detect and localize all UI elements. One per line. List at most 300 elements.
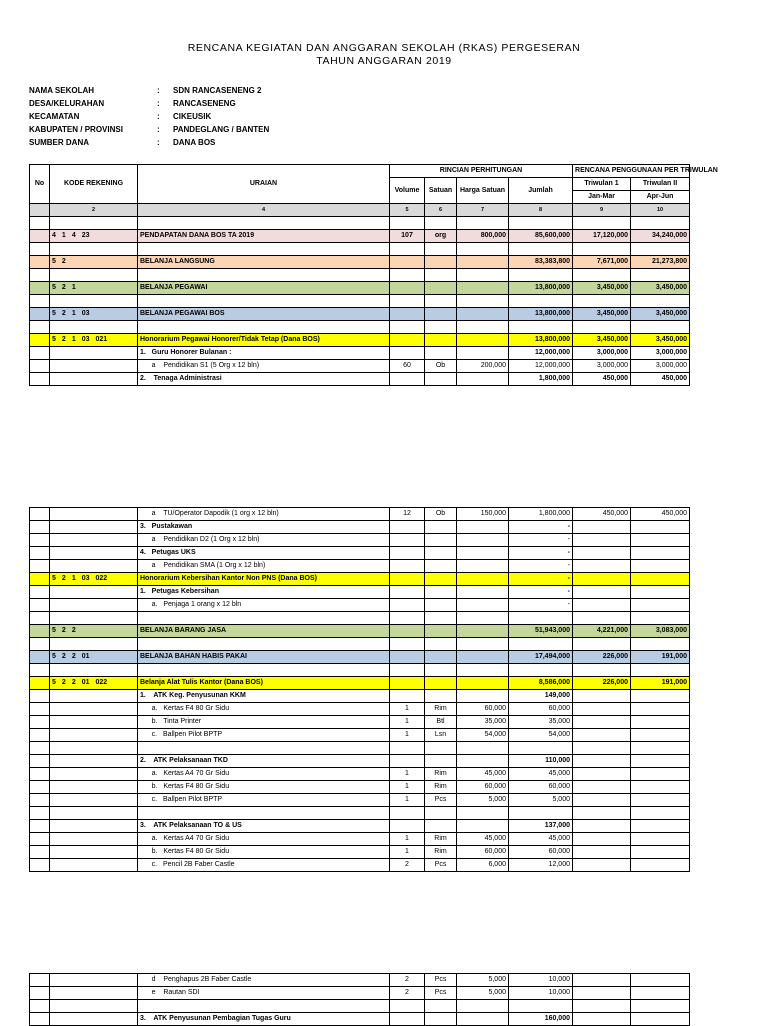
sat-cell	[425, 534, 457, 547]
sat-cell	[425, 586, 457, 599]
jumlah-cell: 137,000	[509, 820, 573, 833]
table-row	[30, 807, 690, 820]
jumlah-cell: -	[509, 560, 573, 573]
harga-cell	[457, 534, 509, 547]
kode-rekening-cell	[50, 768, 138, 781]
uraian-cell: 4. Petugas UKS	[138, 547, 390, 560]
uraian-cell: 3. Pustakawan	[138, 521, 390, 534]
no-cell	[30, 781, 50, 794]
vol-cell	[390, 521, 425, 534]
harga-cell: 5,000	[457, 974, 509, 987]
tw2-cell: 3,450,000	[631, 282, 690, 295]
tw2-cell	[631, 974, 690, 987]
harga-cell: 800,000	[457, 230, 509, 243]
info-nama-sekolah: NAMA SEKOLAH : SDN RANCASENENG 2	[29, 86, 262, 95]
table-row	[30, 833, 690, 846]
header-rincian: RINCIAN PERHITUNGAN	[390, 165, 573, 178]
tw2-cell	[631, 534, 690, 547]
table-row	[30, 664, 690, 677]
harga-cell	[457, 573, 509, 586]
uraian-cell: BELANJA LANGSUNG	[138, 256, 390, 269]
info-kabupaten: KABUPATEN / PROVINSI : PANDEGLANG / BANTEN	[29, 125, 270, 134]
no-cell	[30, 716, 50, 729]
column-number-row: 2 4 5 6 7 8 9 10	[30, 204, 690, 217]
table-row	[30, 625, 690, 638]
kode-segment: 022	[95, 575, 108, 582]
tw2-cell	[631, 638, 690, 651]
kode-rekening-cell	[50, 859, 138, 872]
tw1-cell: 226,000	[573, 677, 631, 690]
tw2-cell	[631, 716, 690, 729]
table-row	[30, 521, 690, 534]
kode-rekening-cell	[50, 612, 138, 625]
vol-cell: 1	[390, 846, 425, 859]
tw1-cell: 7,671,000	[573, 256, 631, 269]
kode-segment: 2	[71, 627, 76, 634]
tw2-cell	[631, 833, 690, 846]
tw2-cell	[631, 742, 690, 755]
harga-cell	[457, 334, 509, 347]
kode-rekening-cell	[50, 833, 138, 846]
table-row	[30, 987, 690, 1000]
tw2-cell	[631, 1013, 690, 1026]
no-cell	[30, 347, 50, 360]
sat-cell: Ob	[425, 360, 457, 373]
vol-cell	[390, 677, 425, 690]
tw2-cell	[631, 859, 690, 872]
uraian-cell: c. Ballpen Pilot BPTP	[138, 729, 390, 742]
tw2-cell: 34,240,000	[631, 230, 690, 243]
uraian-cell: a Pendidikan S1 (5 Org x 12 bln)	[138, 360, 390, 373]
jumlah-cell: -	[509, 521, 573, 534]
vol-cell: 1	[390, 833, 425, 846]
uraian-cell: c. Pencil 2B Faber Castle	[138, 859, 390, 872]
sat-cell	[425, 1013, 457, 1026]
kode-rekening-cell	[50, 256, 138, 269]
harga-cell	[457, 638, 509, 651]
sat-cell: Rim	[425, 768, 457, 781]
vol-cell	[390, 282, 425, 295]
jumlah-cell: 160,000	[509, 1013, 573, 1026]
harga-cell	[457, 742, 509, 755]
tw2-cell	[631, 547, 690, 560]
jumlah-cell: 13,800,000	[509, 282, 573, 295]
harga-cell	[457, 373, 509, 386]
tw1-cell	[573, 521, 631, 534]
jumlah-cell: 10,000	[509, 974, 573, 987]
kode-segment: 2	[61, 653, 66, 660]
uraian-cell: 3. ATK Pelaksanaan TO & US	[138, 820, 390, 833]
table-row	[30, 690, 690, 703]
tw2-cell	[631, 794, 690, 807]
sat-cell: org	[425, 230, 457, 243]
kode-rekening-cell	[50, 334, 138, 347]
uraian-cell: a Pendidikan D2 (1 Org x 12 bln)	[138, 534, 390, 547]
jumlah-cell: 54,000	[509, 729, 573, 742]
sat-cell: Ob	[425, 508, 457, 521]
tw2-cell	[631, 755, 690, 768]
no-cell	[30, 820, 50, 833]
kode-rekening-cell	[50, 755, 138, 768]
header-rencana: RENCANA PENGGUNAAN PER TRIWULAN	[573, 165, 690, 178]
kode-segment: 021	[95, 336, 108, 343]
sat-cell: Btl	[425, 716, 457, 729]
no-cell	[30, 256, 50, 269]
uraian-cell: a TU/Operator Dapodik (1 org x 12 bln)	[138, 508, 390, 521]
jumlah-cell: 12,000,000	[509, 347, 573, 360]
kode-rekening-cell	[50, 230, 138, 243]
vol-cell	[390, 1000, 425, 1013]
sat-cell	[425, 560, 457, 573]
sat-cell: Rim	[425, 703, 457, 716]
no-cell	[30, 794, 50, 807]
uraian-cell: a Pendidikan SMA (1 Org x 12 bln)	[138, 560, 390, 573]
tw1-cell	[573, 794, 631, 807]
harga-cell	[457, 612, 509, 625]
table-row	[30, 755, 690, 768]
kode-rekening-cell	[50, 547, 138, 560]
harga-cell: 45,000	[457, 768, 509, 781]
kode-segment: 23	[81, 232, 90, 239]
uraian-cell: d Penghapus 2B Faber Castle	[138, 974, 390, 987]
spacer-row	[30, 269, 690, 282]
tw1-cell: 226,000	[573, 651, 631, 664]
table-row	[30, 638, 690, 651]
sat-cell	[425, 677, 457, 690]
vol-cell	[390, 347, 425, 360]
no-cell	[30, 334, 50, 347]
kode-rekening-cell	[50, 781, 138, 794]
table-row	[30, 742, 690, 755]
vol-cell	[390, 638, 425, 651]
kode-rekening-cell	[50, 373, 138, 386]
no-cell	[30, 612, 50, 625]
kode-rekening-cell	[50, 677, 138, 690]
table-row	[30, 820, 690, 833]
jumlah-cell: 45,000	[509, 768, 573, 781]
harga-cell: 5,000	[457, 794, 509, 807]
kode-segment: 022	[95, 679, 108, 686]
no-cell	[30, 547, 50, 560]
tw1-cell	[573, 664, 631, 677]
harga-cell	[457, 282, 509, 295]
table-row	[30, 974, 690, 987]
kode-segment: 4	[52, 232, 56, 239]
jumlah-cell: 10,000	[509, 987, 573, 1000]
vol-cell	[390, 742, 425, 755]
jumlah-cell: 1,800,000	[509, 508, 573, 521]
sat-cell	[425, 256, 457, 269]
kode-segment: 2	[61, 284, 66, 291]
jumlah-cell: -	[509, 573, 573, 586]
jumlah-cell: -	[509, 547, 573, 560]
kode-rekening-cell	[50, 974, 138, 987]
uraian-cell	[138, 807, 390, 820]
kode-rekening-cell	[50, 573, 138, 586]
vol-cell: 12	[390, 508, 425, 521]
sat-cell: Pcs	[425, 859, 457, 872]
uraian-cell: a. Kertas A4 70 Gr Sidu	[138, 768, 390, 781]
uraian-cell	[138, 664, 390, 677]
tw2-cell	[631, 703, 690, 716]
harga-cell	[457, 677, 509, 690]
tw2-cell	[631, 987, 690, 1000]
tw2-cell: 3,000,000	[631, 360, 690, 373]
table-row	[30, 230, 690, 243]
tw1-cell	[573, 820, 631, 833]
harga-cell: 35,000	[457, 716, 509, 729]
no-cell	[30, 755, 50, 768]
tw2-cell	[631, 690, 690, 703]
vol-cell	[390, 755, 425, 768]
tw1-cell	[573, 768, 631, 781]
kode-segment: 01	[81, 679, 90, 686]
tw2-cell: 191,000	[631, 677, 690, 690]
info-kecamatan: KECAMATAN : CIKEUSIK	[29, 112, 212, 121]
jumlah-cell: -	[509, 599, 573, 612]
uraian-cell	[138, 1000, 390, 1013]
table-row	[30, 547, 690, 560]
sat-cell	[425, 334, 457, 347]
jumlah-cell: 60,000	[509, 846, 573, 859]
harga-cell	[457, 521, 509, 534]
tw2-cell: 3,450,000	[631, 308, 690, 321]
table-row	[30, 256, 690, 269]
tw1-cell	[573, 1013, 631, 1026]
tw1-cell: 17,120,000	[573, 230, 631, 243]
table-row	[30, 282, 690, 295]
harga-cell: 6,000	[457, 859, 509, 872]
vol-cell: 1	[390, 703, 425, 716]
uraian-cell: BELANJA BARANG JASA	[138, 625, 390, 638]
vol-cell: 1	[390, 729, 425, 742]
sat-cell	[425, 664, 457, 677]
tw2-cell	[631, 664, 690, 677]
kode-segment: 1	[71, 336, 76, 343]
sat-cell: Rim	[425, 833, 457, 846]
sat-cell: Pcs	[425, 794, 457, 807]
tw1-cell	[573, 534, 631, 547]
tw1-cell	[573, 742, 631, 755]
jumlah-cell: 5,000	[509, 794, 573, 807]
vol-cell	[390, 560, 425, 573]
kode-segment: 03	[81, 336, 90, 343]
tw1-cell: 450,000	[573, 373, 631, 386]
sat-cell	[425, 612, 457, 625]
kode-segment: 2	[71, 653, 76, 660]
sat-cell	[425, 638, 457, 651]
no-cell	[30, 1013, 50, 1026]
vol-cell	[390, 373, 425, 386]
tw1-cell: 3,450,000	[573, 334, 631, 347]
sat-cell: Rim	[425, 846, 457, 859]
table-row	[30, 373, 690, 386]
kode-segment: 5	[52, 310, 56, 317]
sat-cell	[425, 282, 457, 295]
kode-rekening-cell	[50, 664, 138, 677]
table-row	[30, 360, 690, 373]
harga-cell: 200,000	[457, 360, 509, 373]
no-cell	[30, 573, 50, 586]
kode-rekening-cell	[50, 638, 138, 651]
jumlah-cell: 60,000	[509, 703, 573, 716]
no-cell	[30, 807, 50, 820]
kode-rekening-cell	[50, 703, 138, 716]
no-cell	[30, 729, 50, 742]
tw2-cell	[631, 1000, 690, 1013]
kode-segment: 5	[52, 258, 56, 265]
sat-cell: Pcs	[425, 974, 457, 987]
jumlah-cell: -	[509, 534, 573, 547]
harga-cell	[457, 308, 509, 321]
harga-cell: 5,000	[457, 987, 509, 1000]
kode-rekening-cell	[50, 282, 138, 295]
no-cell	[30, 521, 50, 534]
uraian-cell: b. Kertas F4 80 Gr Sidu	[138, 846, 390, 859]
jumlah-cell: -	[509, 586, 573, 599]
uraian-cell	[138, 612, 390, 625]
tw1-cell	[573, 987, 631, 1000]
vol-cell	[390, 573, 425, 586]
uraian-cell: Honorarium Pegawai Honorer/Tidak Tetap (Dana BOS)	[138, 334, 390, 347]
sat-cell	[425, 755, 457, 768]
kode-rekening-cell	[50, 534, 138, 547]
kode-segment: 01	[81, 653, 90, 660]
sat-cell	[425, 1000, 457, 1013]
table-row	[30, 729, 690, 742]
header-tw1: Triwulan 1	[573, 178, 631, 191]
tw1-cell	[573, 729, 631, 742]
uraian-cell: 1. ATK Keg. Penyusunan KKM	[138, 690, 390, 703]
tw1-cell	[573, 690, 631, 703]
table-row	[30, 586, 690, 599]
jumlah-cell	[509, 742, 573, 755]
school-info	[29, 84, 269, 149]
jumlah-cell: 13,800,000	[509, 334, 573, 347]
jumlah-cell: 8,586,000	[509, 677, 573, 690]
kode-rekening-cell	[50, 586, 138, 599]
table-row	[30, 334, 690, 347]
kode-rekening-cell	[50, 625, 138, 638]
kode-segment: 5	[52, 679, 56, 686]
harga-cell	[457, 347, 509, 360]
no-cell	[30, 560, 50, 573]
jumlah-cell	[509, 638, 573, 651]
kode-rekening-cell	[50, 508, 138, 521]
sat-cell	[425, 625, 457, 638]
vol-cell	[390, 547, 425, 560]
uraian-cell: BELANJA PEGAWAI	[138, 282, 390, 295]
uraian-cell: 1. Petugas Kebersihan	[138, 586, 390, 599]
vol-cell: 1	[390, 794, 425, 807]
no-cell	[30, 846, 50, 859]
vol-cell: 2	[390, 987, 425, 1000]
kode-segment: 2	[61, 336, 66, 343]
tw1-cell	[573, 846, 631, 859]
harga-cell: 54,000	[457, 729, 509, 742]
uraian-cell: c. Ballpen Pilot BPTP	[138, 794, 390, 807]
tw2-cell	[631, 612, 690, 625]
vol-cell	[390, 807, 425, 820]
vol-cell	[390, 612, 425, 625]
uraian-cell	[138, 638, 390, 651]
uraian-cell: a. Kertas A4 70 Gr Sidu	[138, 833, 390, 846]
kode-segment: 2	[71, 679, 76, 686]
harga-cell	[457, 599, 509, 612]
tw2-cell	[631, 781, 690, 794]
sat-cell	[425, 820, 457, 833]
kode-segment: 1	[71, 575, 76, 582]
table-row	[30, 612, 690, 625]
tw1-cell	[573, 638, 631, 651]
tw2-cell: 450,000	[631, 373, 690, 386]
vol-cell	[390, 625, 425, 638]
header-tw2-period: Apr-Jun	[631, 191, 690, 204]
uraian-cell	[138, 742, 390, 755]
harga-cell	[457, 256, 509, 269]
uraian-cell: b. Kertas F4 80 Gr Sidu	[138, 781, 390, 794]
sat-cell	[425, 547, 457, 560]
no-cell	[30, 664, 50, 677]
tw2-cell	[631, 560, 690, 573]
rkas-table-part1	[29, 164, 718, 386]
rkas-table-part3	[29, 973, 690, 1026]
sat-cell: Lsn	[425, 729, 457, 742]
kode-rekening-cell	[50, 1000, 138, 1013]
sat-cell	[425, 308, 457, 321]
jumlah-cell: 149,000	[509, 690, 573, 703]
table-row	[30, 347, 690, 360]
uraian-cell: BELANJA BAHAN HABIS PAKAI	[138, 651, 390, 664]
sat-cell	[425, 573, 457, 586]
jumlah-cell	[509, 664, 573, 677]
vol-cell	[390, 599, 425, 612]
no-cell	[30, 308, 50, 321]
tw2-cell: 3,000,000	[631, 347, 690, 360]
tw1-cell: 3,450,000	[573, 308, 631, 321]
tw1-cell	[573, 859, 631, 872]
table-row	[30, 1013, 690, 1026]
rkas-table-part2	[29, 507, 690, 872]
uraian-cell: 1. Guru Honorer Bulanan :	[138, 347, 390, 360]
tw1-cell: 3,450,000	[573, 282, 631, 295]
kode-segment: 03	[81, 575, 90, 582]
no-cell	[30, 833, 50, 846]
kode-segment: 5	[52, 336, 56, 343]
header-tw1-period: Jan-Mar	[573, 191, 631, 204]
tw2-cell	[631, 599, 690, 612]
jumlah-cell: 1,800,000	[509, 373, 573, 386]
table-row	[30, 308, 690, 321]
tw2-cell: 3,083,000	[631, 625, 690, 638]
no-cell	[30, 282, 50, 295]
no-cell	[30, 768, 50, 781]
tw1-cell	[573, 974, 631, 987]
vol-cell	[390, 308, 425, 321]
header-satuan: Satuan	[425, 178, 457, 204]
kode-rekening-cell	[50, 651, 138, 664]
tw2-cell	[631, 807, 690, 820]
tw2-cell	[631, 586, 690, 599]
kode-segment: 2	[61, 258, 66, 265]
harga-cell	[457, 1000, 509, 1013]
vol-cell: 1	[390, 781, 425, 794]
vol-cell	[390, 1013, 425, 1026]
sat-cell	[425, 599, 457, 612]
header-jumlah: Jumlah	[509, 178, 573, 204]
kode-rekening-cell	[50, 987, 138, 1000]
harga-cell	[457, 820, 509, 833]
